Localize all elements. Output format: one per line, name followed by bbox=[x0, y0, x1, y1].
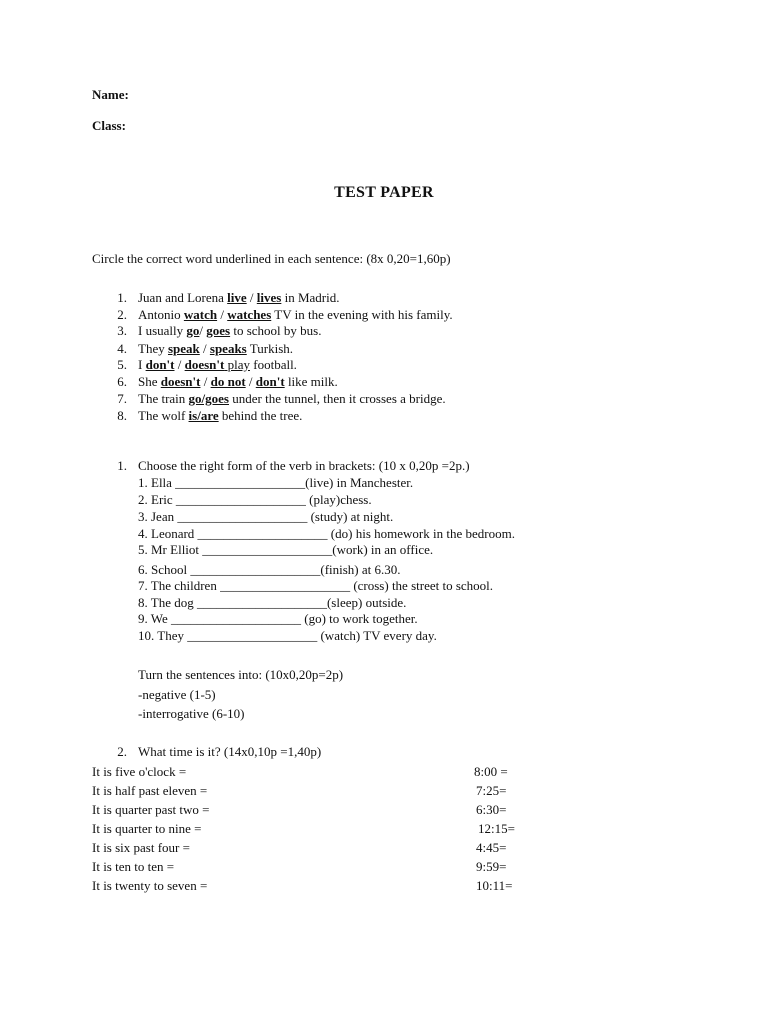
verb-exercise-item: 10. They ____________________ (watch) TV every day. bbox=[138, 628, 437, 643]
sentence-text: I usually bbox=[138, 323, 187, 338]
item-sentence bbox=[138, 306, 453, 323]
digital-time: 12:15= bbox=[478, 821, 515, 836]
choice-word: go bbox=[186, 323, 200, 338]
digital-time: 7:25= bbox=[476, 783, 507, 798]
sentence-text: Turkish. bbox=[246, 341, 293, 356]
underlined-word: play bbox=[224, 357, 250, 372]
sentence-text: under the tunnel, then it crosses a bridge. bbox=[229, 391, 446, 406]
item-sentence bbox=[138, 407, 302, 424]
item-sentence bbox=[138, 390, 446, 407]
choice-word: is/are bbox=[188, 408, 219, 423]
choice-word: lives bbox=[256, 290, 282, 305]
digital-time: 8:00 = bbox=[474, 764, 508, 779]
verb-exercise-item: 3. Jean ____________________ (study) at night. bbox=[138, 509, 394, 524]
sentence-text: in Madrid. bbox=[281, 290, 340, 305]
sentence-text: like milk. bbox=[284, 374, 338, 389]
item-number: 7. bbox=[117, 391, 127, 406]
item-number: 1. bbox=[117, 290, 127, 305]
sentence-text: / bbox=[199, 323, 207, 338]
time-phrase: It is ten to ten = bbox=[92, 859, 175, 874]
choice-word: speaks bbox=[209, 341, 247, 356]
choice-word: don't bbox=[255, 374, 285, 389]
item-number: 8. bbox=[117, 408, 127, 423]
choice-word: live bbox=[227, 290, 247, 305]
item-sentence bbox=[138, 289, 340, 306]
verb-exercise-item: 9. We ____________________ (go) to work together. bbox=[138, 611, 418, 626]
digital-time: 6:30= bbox=[476, 802, 507, 817]
sentence-text: The wolf bbox=[138, 408, 189, 423]
sentence-text: / bbox=[199, 341, 210, 356]
choice-word: doesn't bbox=[184, 357, 225, 372]
choice-word: don't bbox=[145, 357, 175, 372]
section1-instruction: Circle the correct word underlined in each sentence: (8x 0,20=1,60p) bbox=[92, 251, 451, 266]
section2-number: 1. bbox=[117, 458, 127, 473]
sentence-text: / bbox=[217, 307, 228, 322]
item-sentence bbox=[138, 340, 293, 357]
item-number: 6. bbox=[117, 374, 127, 389]
sentence-text: / bbox=[174, 357, 185, 372]
choice-word: doesn't bbox=[160, 374, 201, 389]
time-phrase: It is twenty to seven = bbox=[92, 878, 208, 893]
turn-instruction: Turn the sentences into: (10x0,20p=2p) bbox=[138, 667, 344, 682]
time-phrase: It is five o'clock = bbox=[92, 764, 187, 779]
digital-time: 10:11= bbox=[476, 878, 513, 893]
sentence-text: The train bbox=[138, 391, 189, 406]
sentence-text: behind the tree. bbox=[218, 408, 303, 423]
choice-word: watches bbox=[227, 307, 272, 322]
choice-word: watch bbox=[183, 307, 218, 322]
item-sentence bbox=[138, 322, 321, 339]
item-number: 5. bbox=[117, 357, 127, 372]
item-sentence bbox=[138, 373, 338, 390]
item-number: 3. bbox=[117, 323, 127, 338]
item-sentence bbox=[138, 356, 297, 373]
item-number: 2. bbox=[117, 307, 127, 322]
time-phrase: It is quarter to nine = bbox=[92, 821, 202, 836]
verb-exercise-item: 4. Leonard ____________________ (do) his homework in the bedroom. bbox=[138, 526, 515, 541]
negative-instruction: -negative (1-5) bbox=[138, 687, 216, 702]
verb-exercise-item: 5. Mr Elliot ____________________(work) in an office. bbox=[138, 542, 434, 557]
sentence-text: / bbox=[200, 374, 211, 389]
verb-exercise-item: 2. Eric ____________________ (play)chess. bbox=[138, 492, 372, 507]
sentence-text: Antonio bbox=[138, 307, 184, 322]
time-phrase: It is half past eleven = bbox=[92, 783, 208, 798]
digital-time: 9:59= bbox=[476, 859, 507, 874]
sentence-text: to school by bus. bbox=[230, 323, 322, 338]
name-label: Name: bbox=[92, 87, 129, 102]
item-number: 4. bbox=[117, 341, 127, 356]
sentence-text: They bbox=[138, 341, 168, 356]
sentence-text: TV in the evening with his family. bbox=[271, 307, 453, 322]
choice-word: go/goes bbox=[188, 391, 229, 406]
sentence-text: Juan and Lorena bbox=[138, 290, 228, 305]
choice-word: speak bbox=[167, 341, 200, 356]
sentence-text: football. bbox=[250, 357, 297, 372]
digital-time: 4:45= bbox=[476, 840, 507, 855]
section3-number: 2. bbox=[117, 744, 127, 759]
sentence-text: I bbox=[138, 357, 146, 372]
time-phrase: It is six past four = bbox=[92, 840, 190, 855]
page-title: TEST PAPER bbox=[334, 184, 434, 201]
interrogative-instruction: -interrogative (6-10) bbox=[138, 706, 245, 721]
time-phrase: It is quarter past two = bbox=[92, 802, 210, 817]
verb-exercise-item: 1. Ella ____________________(live) in Manchester. bbox=[138, 475, 414, 490]
section2-instruction: Choose the right form of the verb in brackets: (10 x 0,20p =2p.) bbox=[138, 458, 470, 473]
choice-word: do not bbox=[210, 374, 246, 389]
section3-instruction: What time is it? (14x0,10p =1,40p) bbox=[138, 744, 322, 759]
class-label: Class: bbox=[92, 118, 126, 133]
verb-exercise-item: 8. The dog ____________________(sleep) outside. bbox=[138, 595, 407, 610]
verb-exercise-item: 7. The children ____________________ (cross) the street to school. bbox=[138, 578, 494, 593]
sentence-text: / bbox=[245, 374, 256, 389]
verb-exercise-item: 6. School ____________________(finish) at 6.30. bbox=[138, 562, 401, 577]
choice-word: goes bbox=[206, 323, 231, 338]
sentence-text: She bbox=[138, 374, 161, 389]
sentence-text: / bbox=[246, 290, 257, 305]
